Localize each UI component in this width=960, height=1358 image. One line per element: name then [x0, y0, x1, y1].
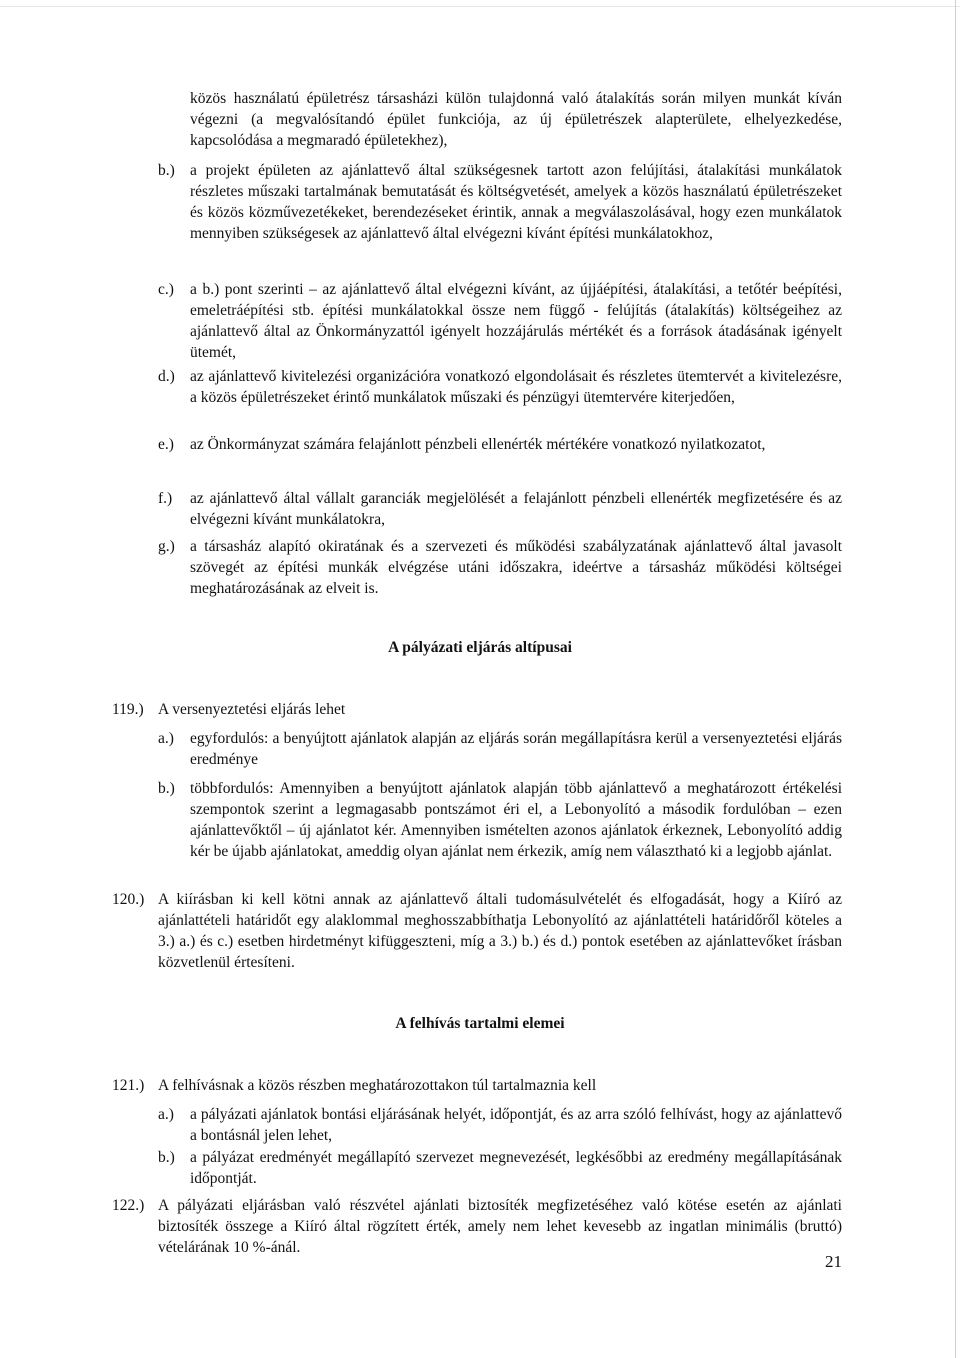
item-b-label: b.)	[158, 162, 175, 179]
section-121-item-b-text: a pályázat eredményét megállapító szervezet megnevezését, legkésőbbi az eredmény megállapításának időpontját.	[190, 1149, 842, 1187]
section-119-item-b-text: többfordulós: Amennyiben a benyújtott ajánlatok alapján több ajánlattevő a meghatározott értékelési szempontok szerint a legmagasabb pontszámot éri el, a Lebonyolító a második fordulóban – ezen ajánlattevőktől – új ajánlatot kér. Amennyiben ismételten azonos ajánlatok érkeznek, Lebonyolító addig kér be újabb ajánlatokat, ameddig olyan ajánlat nem érkezik, amíg nem választható ki a legjobb ajánlat.	[190, 780, 842, 860]
section-120-number: 120.)	[112, 891, 145, 908]
section-121-number: 121.)	[112, 1077, 145, 1094]
item-d-label: d.)	[158, 368, 175, 385]
intro-continuation: közös használatú épületrész társasházi külön tulajdonná való átalakítás során milyen munkát kíván végezni (a megvalósítandó épület funkciója, az új épületrészek alapterülete, elhelyezkedése, kapcsolódása a megmaradó épületekhez),	[190, 90, 842, 149]
section-119-item-a-text: egyfordulós: a benyújtott ajánlatok alapján az eljárás során megállapításra kerül a versenyeztetési eljárás eredménye	[190, 730, 842, 768]
item-b-text: a projekt épületen az ajánlattevő által szükségesnek tartott azon felújítási, átalakítási munkálatok részletes műszaki tartalmának bemutatását és költségvetését, amelyek a közös használatú épületrészeket és közös közművezetékeket, berendezéseket érintik, annak a megválaszolásával, hogy ezen munkálatok mennyiben szükségesek az ajánlattevő által elvégezni kívánt építési munkálatokhoz,	[190, 162, 842, 242]
section-heading-content: A felhívás tartalmi elemei	[395, 1015, 565, 1032]
section-121-item-b-label: b.)	[158, 1149, 175, 1166]
section-119-number: 119.)	[112, 701, 144, 718]
section-119-item-b-label: b.)	[158, 780, 175, 797]
section-122-text: A pályázati eljárásban való részvétel ajánlati biztosíték megfizetéséhez való kötése esetén az ajánlati biztosíték összege a Kiíró által rögzített érték, amely nem lehet kevesebb az ingatlan minimális (bruttó) vételárának 10 %-ánál.	[158, 1197, 842, 1256]
item-f-label: f.)	[158, 490, 173, 507]
item-e-text: az Önkormányzat számára felajánlott pénzbeli ellenérték mértékére vonatkozó nyilatkozatot,	[190, 436, 766, 453]
item-c-text: a b.) pont szerinti – az ajánlattevő által elvégezni kívánt, az újjáépítési, átalakítási, a tetőtér beépítési, emeletráépítési stb. építési munkálatokkal össze nem függő - felújítás (átalakítás) költségeihez az ajánlattevő által az Önkormányzattól igényelt hozzájárulás mértékét és a források átadásának igényelt ütemét,	[190, 281, 842, 361]
section-122-number: 122.)	[112, 1197, 145, 1214]
item-e-label: e.)	[158, 436, 174, 453]
section-120-text: A kiírásban ki kell kötni annak az ajánlattevő általi tudomásulvételét és elfogadását, hogy a Kiíró az ajánlattételi határidőt egy alaklommal meghosszabbíthatja Lebonyolító az ajánlattételi határidőről köteles a 3.) a.) és c.) esetben hirdetményt kifüggeszteni, míg a 3.) b.) és d.) pontok esetében az ajánlattevőket írásban közvetlenül értesíteni.	[158, 891, 842, 971]
section-119-text: A versenyeztetési eljárás lehet	[158, 701, 346, 718]
page-number: 21	[825, 1252, 842, 1271]
item-c-label: c.)	[158, 281, 174, 298]
item-f-text: az ajánlattevő által vállalt garanciák megjelölését a felajánlott pénzbeli ellenérték megfizetésére és az elvégezni kívánt munkálatokra,	[190, 490, 842, 528]
item-g-text: a társasház alapító okiratának és a szervezeti és működési szabályzatának ajánlattevő által javasolt szövegét az építési munkák elvégzése utáni időszakra, ideértve a társasház működési költségei meghatározásának az elveit is.	[190, 538, 842, 597]
section-heading-subtypes: A pályázati eljárás altípusai	[388, 639, 572, 656]
section-119-item-a-label: a.)	[158, 730, 174, 747]
item-g-label: g.)	[158, 538, 175, 555]
section-121-text: A felhívásnak a közös részben meghatározottakon túl tartalmaznia kell	[158, 1077, 597, 1094]
item-d-text: az ajánlattevő kivitelezési organizációra vonatkozó elgondolásait és részletes ütemtervét a kivitelezésre, a közös épületrészeket érintő munkálatok műszaki és pénzügyi ütemtervére kiterjedően,	[190, 368, 842, 406]
section-121-item-a-text: a pályázati ajánlatok bontási eljárásának helyét, időpontját, és az arra szóló felhívást, hogy az ajánlattevő a bontásnál jelen lehet,	[190, 1106, 842, 1144]
section-121-item-a-label: a.)	[158, 1106, 174, 1123]
